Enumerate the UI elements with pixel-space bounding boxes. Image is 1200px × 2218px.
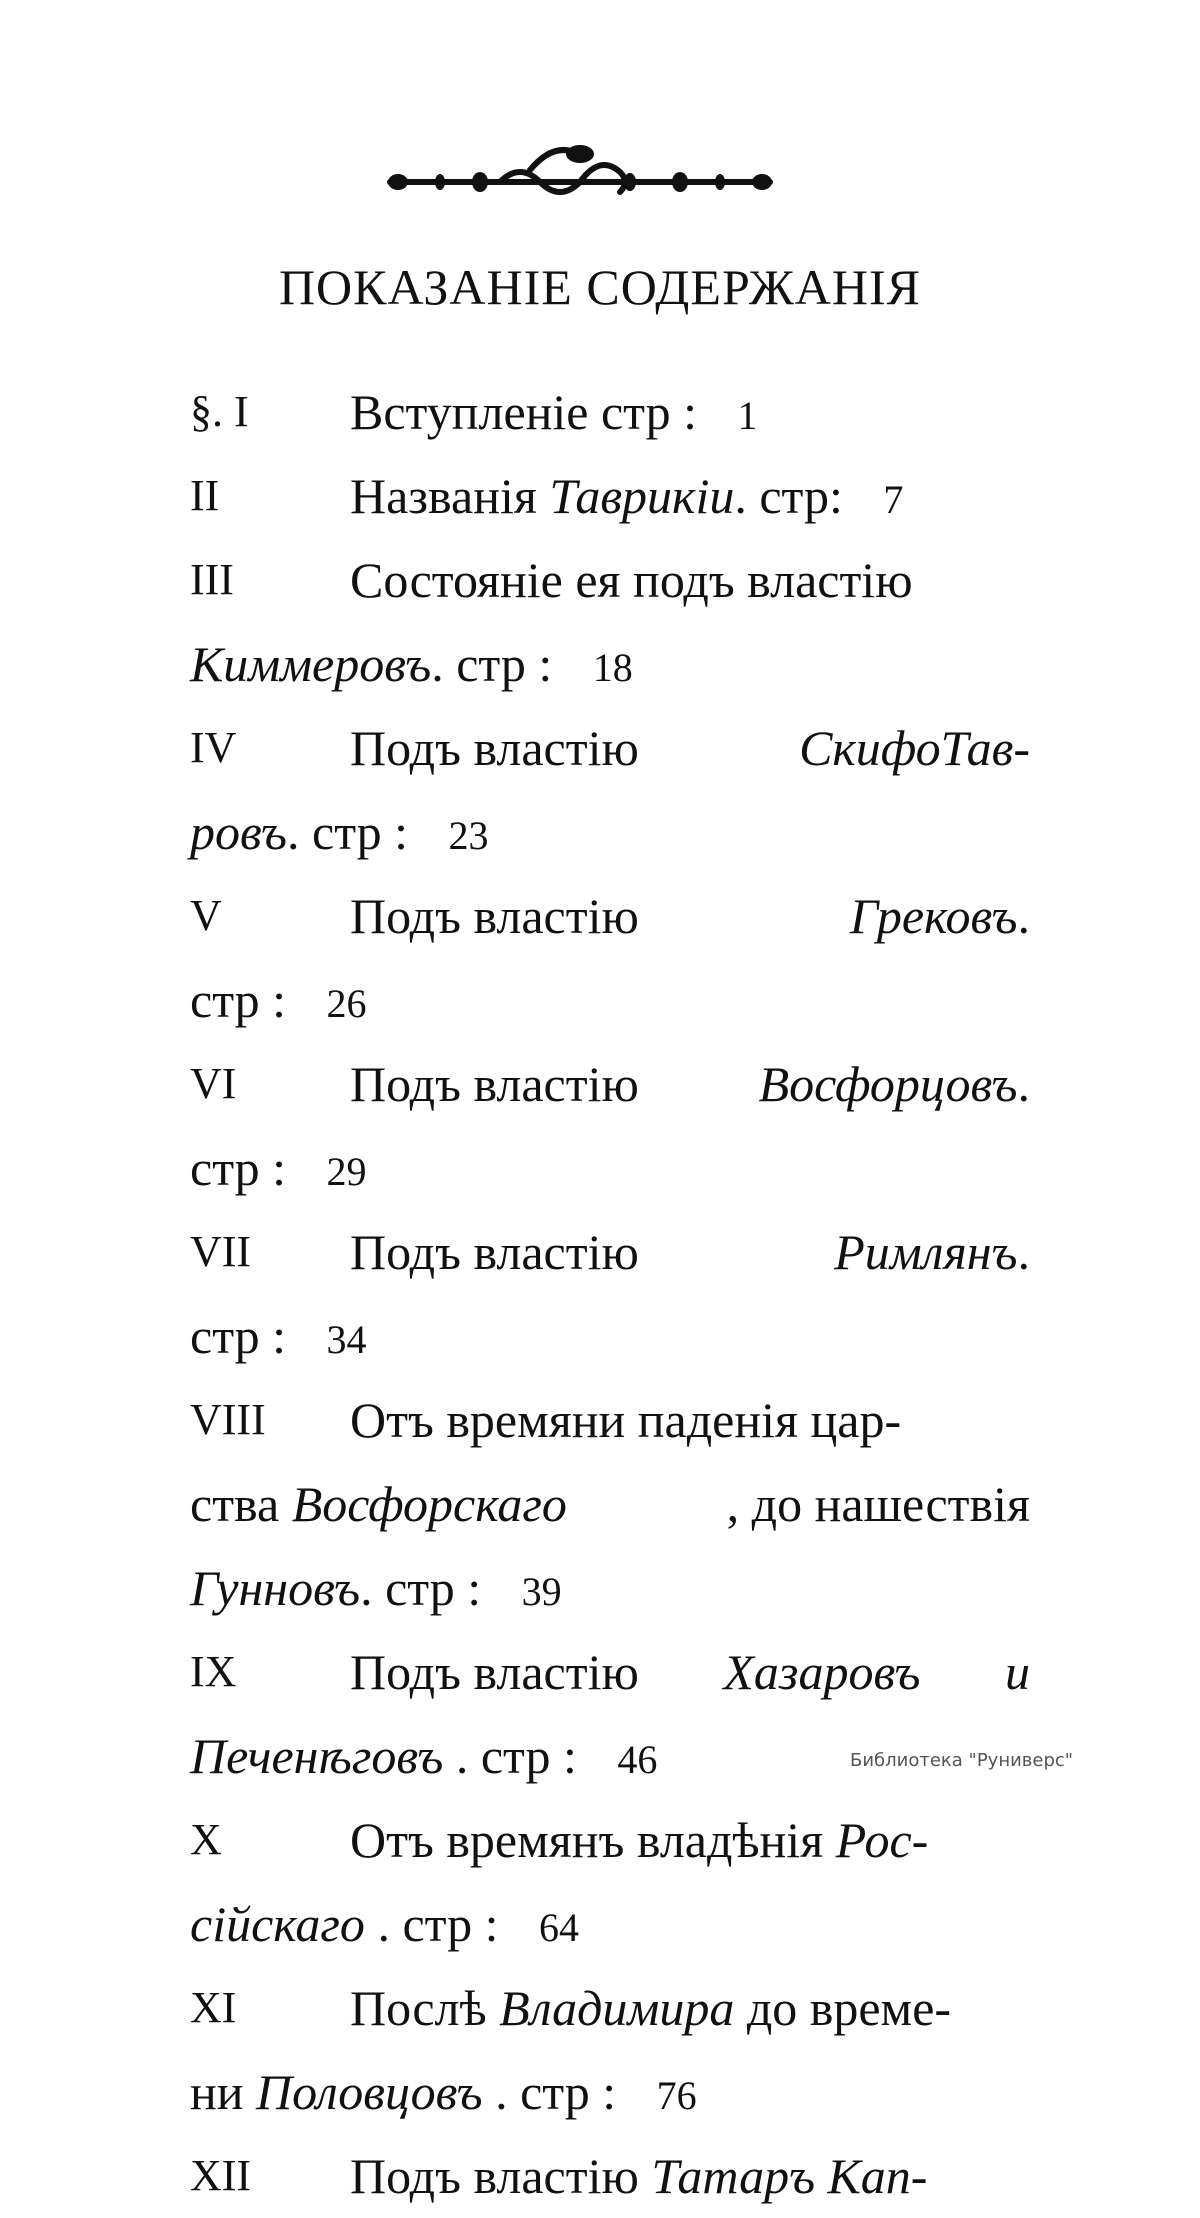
toc-entry — [190, 1798, 1030, 1882]
page-number: 76 — [656, 2073, 697, 2118]
punctuation: . — [1017, 1224, 1030, 1280]
entry-title: ства — [190, 1476, 292, 1532]
punctuation: . — [1017, 888, 1030, 944]
entry-title-italic: Рос- — [835, 1812, 929, 1868]
page-label: . стр : — [443, 1728, 590, 1784]
entry-title-italic: ровъ — [190, 804, 287, 860]
page-label: . стр : — [364, 1896, 511, 1952]
entry-title-italic: Хазаровъ — [723, 1644, 921, 1700]
section-number: VIII — [190, 1395, 266, 1444]
toc-entry-continuation — [190, 790, 1030, 874]
toc-entry-continuation — [190, 1546, 1030, 1630]
entry-title: Подъ властію — [350, 1056, 639, 1112]
entry-title: Вступленіе — [350, 384, 589, 440]
entry-title: , до нашествія — [726, 1476, 1030, 1532]
entry-title: Подъ властію — [350, 2148, 652, 2204]
entry-title: ни — [190, 2064, 257, 2120]
toc-entry — [190, 1966, 1030, 2050]
conjunction: и — [1004, 1644, 1030, 1700]
page-number: 34 — [326, 1317, 367, 1362]
page-number: 1 — [737, 393, 758, 438]
toc-entry — [190, 1042, 1030, 1126]
entry-title-italic: Таврикіи — [549, 468, 735, 524]
toc-entry — [190, 454, 1030, 538]
entry-title-italic: СкифоТав- — [799, 720, 1030, 776]
entry-title-italic: Татаръ Кап- — [651, 2148, 928, 2204]
entry-title: Послѣ — [350, 1980, 500, 2036]
section-number: VI — [190, 1059, 237, 1108]
entry-title: Отъ времяни паденія цар- — [350, 1392, 902, 1448]
page-label: стр : — [190, 1308, 299, 1364]
toc-entry — [190, 2134, 1030, 2218]
toc-entry-continuation — [190, 1462, 1030, 1546]
section-number: X — [190, 1815, 222, 1864]
entry-title-italic: Киммеровъ — [190, 636, 432, 692]
entry-title-italic: сійскаго — [190, 1896, 365, 1952]
section-number: II — [190, 471, 220, 520]
section-number: V — [190, 891, 222, 940]
toc-entry-continuation — [190, 958, 1030, 1042]
entry-title-italic: Восфорскаго — [291, 1476, 567, 1532]
entry-title-italic: Восфорцовъ — [758, 1056, 1018, 1112]
toc-entry-continuation — [190, 1126, 1030, 1210]
page-label: . стр : — [287, 804, 421, 860]
page-number: 39 — [521, 1569, 562, 1614]
entry-title-italic: Гунновъ — [190, 1560, 361, 1616]
page-label: . стр : — [360, 1560, 494, 1616]
page-label: стр : — [190, 972, 299, 1028]
toc-entry — [190, 1630, 1030, 1714]
entry-title-italic: Печенѣговъ — [190, 1728, 444, 1784]
toc-entry-continuation — [190, 1882, 1030, 1966]
page-number: 23 — [448, 813, 489, 858]
page-label: стр : — [190, 1140, 299, 1196]
entry-title: Подъ властію — [350, 720, 639, 776]
entry-title: Отъ времянъ владѣнія — [350, 1812, 836, 1868]
page-label: . стр : — [431, 636, 565, 692]
toc-entry — [190, 370, 1030, 454]
toc-entry — [190, 1378, 1030, 1462]
punctuation: . — [1017, 1056, 1030, 1112]
page-number: 46 — [617, 1737, 658, 1782]
page-title: ПОКАЗАНІЕ СОДЕРЖАНІЯ — [278, 259, 922, 315]
toc-entry-continuation — [190, 1294, 1030, 1378]
page-number: 7 — [883, 477, 904, 522]
toc-entry-continuation — [190, 2050, 1030, 2134]
library-watermark: Библиотека "Руниверс" — [850, 1750, 1074, 1771]
entry-title: Подъ властію — [350, 1644, 639, 1700]
toc-entry — [190, 706, 1030, 790]
page-label: . стр : — [482, 2064, 629, 2120]
entry-title-italic: Половцовъ — [256, 2064, 483, 2120]
toc-entry-continuation — [190, 622, 1030, 706]
section-number: III — [190, 555, 234, 604]
entry-title-italic: Владимира — [499, 1980, 735, 2036]
page-number: 64 — [538, 1905, 579, 1950]
entry-title: Подъ властію — [350, 888, 639, 944]
section-number: IX — [190, 1647, 237, 1696]
section-number: IV — [190, 723, 237, 772]
toc-entry — [190, 538, 1030, 622]
entry-title: Подъ властію — [350, 1224, 639, 1280]
toc-entry — [190, 874, 1030, 958]
page-number: 29 — [326, 1149, 367, 1194]
table-of-contents — [190, 370, 1030, 2218]
page-number: 26 — [326, 981, 367, 1026]
page-label: . стр: — [734, 468, 856, 524]
entry-title: Названія — [350, 468, 550, 524]
toc-entry — [190, 1210, 1030, 1294]
page-number: 18 — [592, 645, 633, 690]
entry-title-italic: Грековъ — [849, 888, 1018, 944]
section-number: §. I — [190, 387, 249, 436]
section-number: XI — [190, 1983, 237, 2032]
ornament-icon — [380, 140, 780, 210]
section-number: XII — [190, 2151, 252, 2200]
entry-title-italic: Римлянъ — [834, 1224, 1018, 1280]
page-label: стр : — [588, 384, 710, 440]
section-number: VII — [190, 1227, 252, 1276]
entry-title: Состояніе ея подъ властію — [350, 552, 913, 608]
entry-title: до време- — [734, 1980, 952, 2036]
